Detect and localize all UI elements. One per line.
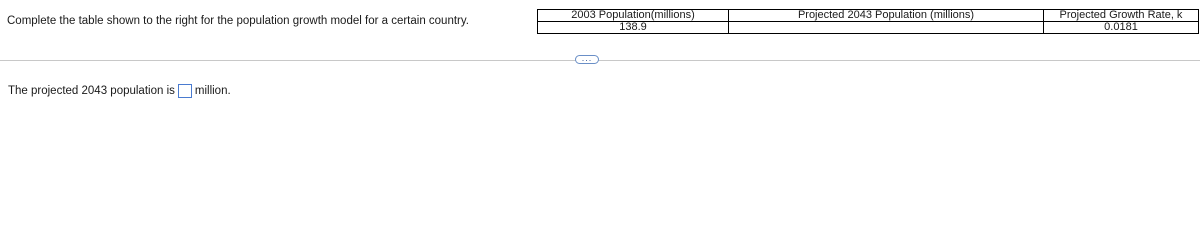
cell-projected-2043-population (729, 22, 1044, 34)
population-table (537, 9, 1199, 34)
cell-2003-population: 138.9 (538, 22, 729, 34)
question-prompt: Complete the table shown to the right for the population growth model for a certain country. (7, 15, 469, 27)
table-header-projected-2043-population: Projected 2043 Population (millions) (729, 10, 1044, 22)
question-panel (0, 0, 1200, 98)
cell-growth-rate: 0.0181 (1044, 22, 1199, 34)
section-divider (0, 60, 1200, 61)
table-header-row (538, 10, 1199, 22)
table-row (538, 22, 1199, 34)
expand-more-button[interactable]: ... (575, 55, 599, 64)
table-header-2003-population: 2003 Population(millions) (538, 10, 729, 22)
answer-line (8, 84, 231, 98)
table-header-growth-rate: Projected Growth Rate, k (1044, 10, 1199, 22)
answer-prefix: The projected 2043 population is (8, 85, 175, 97)
population-answer-input[interactable] (178, 84, 192, 98)
answer-suffix: million. (194, 85, 231, 97)
